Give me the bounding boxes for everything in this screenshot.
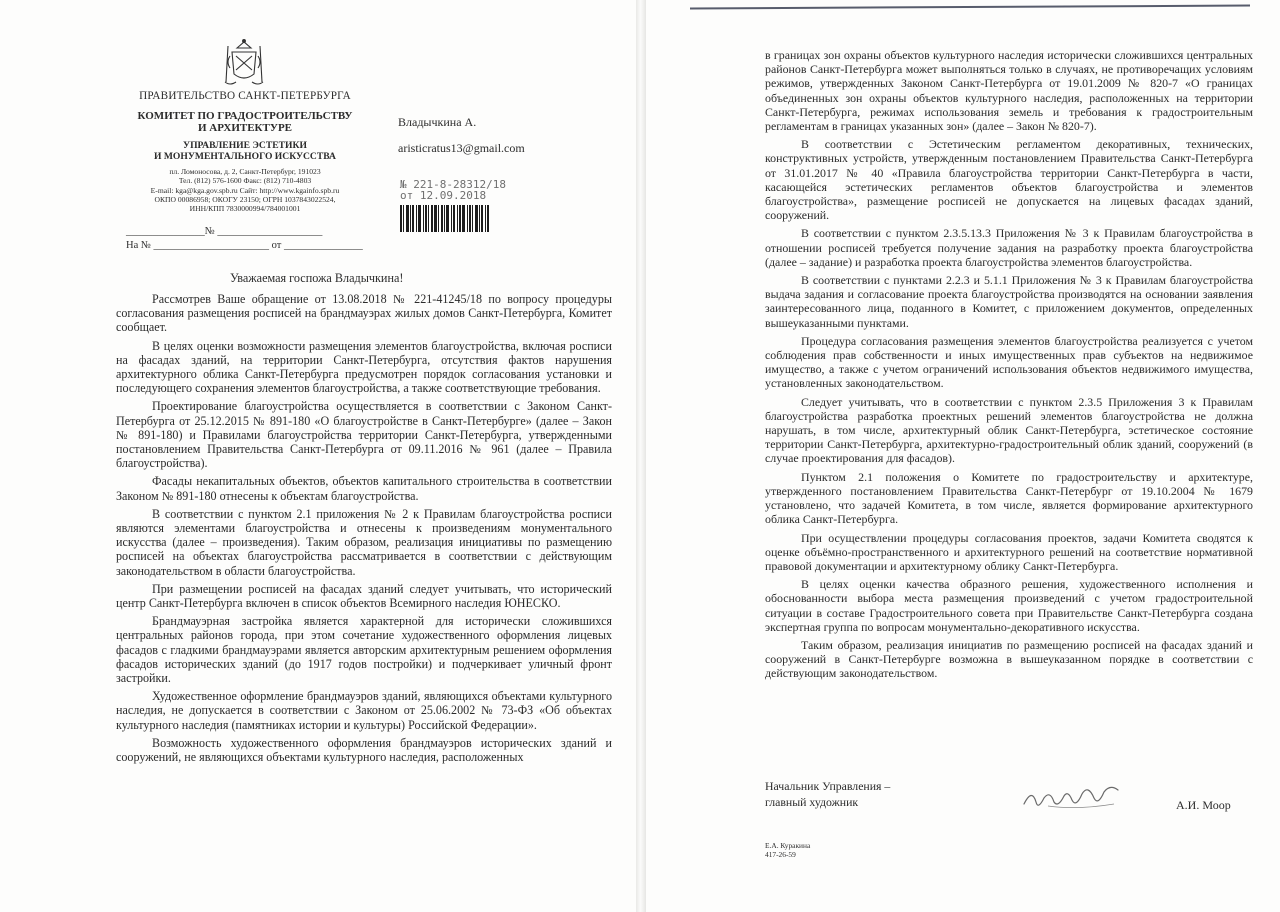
outgoing-number-line: _______________№ ____________________ — [126, 226, 323, 237]
paragraph: Проектирование благоустройства осуществляется в соответствии с Законом Санкт-Петербурга от 25.12.2015 № 891-180 «О благоустройстве в Санкт-Петербурге» (далее – Закон № 891-180) и Правилами благоустройства территории Санкт-Петербурга, утвержденными постановлением Правительства Санкт-Петербурга от 09.11.2016 № 961 (далее – Правила благоустройства). — [116, 399, 612, 471]
executor-name: Е.А. Куракина — [765, 841, 811, 850]
paragraph: Фасады некапитальных объектов, объектов капитального строительства в соответствии Законом № 891-180 отнесены к объектам благоустройства. — [116, 474, 612, 503]
tax-codes-line: ИНН/КПП 7830000994/784001001 — [189, 204, 301, 214]
paragraph: Рассмотрев Ваше обращение от 13.08.2018 № 221-41245/18 по вопросу процедуры согласования размещения росписей на брандмауэрах жилых домов Санкт-Петербурга, Комитет сообщает. — [116, 292, 612, 335]
barcode — [400, 205, 492, 232]
registry-codes-line: ОКПО 00086958; ОКОГУ 23150; ОГРН 1037843022524, — [154, 194, 336, 204]
contact-block — [110, 167, 380, 213]
recipient-email: aristicratus13@gmail.com — [398, 141, 525, 155]
committee-name-line: КОМИТЕТ ПО ГРАДОСТРОИТЕЛЬСТВУ — [137, 110, 353, 122]
page-gutter — [636, 0, 646, 912]
paragraph: в границах зон охраны объектов культурного наследия исторически сложившихся центральных районов Санкт-Петербурга может выполняться только в случаях, не противоречащих условиям режимов, утвержденных Законом Санкт-Петербурга от 19.01.2009 № 820-7 «О границах объединенных зон охраны объектов культурного наследия, расположенных на территории Санкт-Петербурга, режимах использования земель и требования к градостроительным регламентам в границах указанных зон» (далее – Закон № 820-7). — [765, 48, 1253, 134]
paragraph: В соответствии с пунктом 2.1 приложения № 2 к Правилам благоустройства росписи являются элементами благоустройства и отнесены к произведениям монументального искусства (далее – произведения). Таким образом, реализация инициативы по размещению росписей на объектах благоустройства рассматривается в соответствии с действующим законодательством в области благоустройства. — [116, 506, 612, 578]
paragraph: В соответствии с Эстетическим регламентом декоративных, технических, конструктивных устройств, утвержденным постановлением Правительства Санкт-Петербурга от 31.01.2017 № 40 «Правила благоустройства территории Санкт-Петербурга в части, касающейся эстетических регламентов объектов благоустройства и элементов благоустройства», размещение росписей не допускается на лицевых фасадах зданий, сооружений. — [765, 137, 1253, 223]
handwritten-signature — [1018, 780, 1128, 816]
registration-stamp — [400, 179, 506, 201]
paragraph: В целях оценки качества образного решения, художественного исполнения и обоснованности выбора места размещения произведений с учетом градостроительной ситуации в составе Градостроительного совета при Правительстве Санкт-Петербурга создана экспертная группа по вопросам монументально-декоративного искусства. — [765, 577, 1253, 634]
paragraph: Брандмауэрная застройка является характерной для исторически сложившихся центральных районов города, при этом сочетание художественного оформления лицевых фасадов с гладкими брандмауэрами является авторским архитектурным решением оформления фасадов исторических зданий (до 1917 годов постройки) и подчеркивает уличный фронт застройки. — [116, 614, 612, 686]
executor-phone: 417-26-59 — [765, 850, 796, 859]
registration-number: № 221-8-28312/18 — [400, 178, 506, 191]
letter-body-right — [765, 48, 1253, 685]
paragraph: В соответствии с пунктами 2.2.3 и 5.1.1 Приложения № 3 к Правилам благоустройства выдача задания и согласование проекта благоустройства производятся на основании заявления заинтересованного лица, поданного в Комитет, с приложением документов, определенных вышеуказанными пунктами. — [765, 273, 1253, 330]
government-name: ПРАВИТЕЛЬСТВО САНКТ-ПЕТЕРБУРГА — [139, 90, 351, 102]
coat-of-arms-icon — [222, 38, 266, 88]
department-name-line: УПРАВЛЕНИЕ ЭСТЕТИКИ — [183, 140, 307, 151]
recipient-name: Владычкина А. — [398, 115, 477, 129]
reference-number-line: На № ______________________ от _______________ — [126, 240, 363, 251]
signatory-title-line: Начальник Управления – — [765, 779, 891, 793]
department-name-line: И МОНУМЕНТАЛЬНОГО ИСКУССТВА — [154, 151, 336, 162]
paragraph: В соответствии с пунктом 2.3.5.13.3 Приложения № 3 к Правилам благоустройства в отношении росписей требуется получение задания на разработку проекта благоустройства (далее – задание) и разработка проекта благоустройства элементов благоустройства. — [765, 226, 1253, 269]
signatory-title-line: главный художник — [765, 795, 859, 809]
letter-body-left — [116, 292, 612, 768]
paragraph: При размещении росписей на фасадах зданий следует учитывать, что исторический центр Санкт-Петербурга включен в список объектов Всемирного наследия ЮНЕСКО. — [116, 581, 612, 611]
paragraph: В целях оценки возможности размещения элементов благоустройства, включая росписи на фасадах зданий, на территории Санкт-Петербурга, отсутствия фактов нарушения архитектурного облика Санкт-Петербурга предусмотрен порядок согласования установки и последующего сохранения элементов благоустройства, а также соответствующие требования. — [116, 338, 612, 396]
paragraph: Пунктом 2.1 положения о Комитете по градостроительству и архитектуре, утвержденного постановлением Правительства Санкт-Петербург от 19.10.2004 № 1679 установлено, что задачей Комитета, в том числе, является формирование архитектурного облика Санкт-Петербурга. — [765, 469, 1253, 527]
paragraph: При осуществлении процедуры согласования проектов, задачи Комитета сводятся к оценке объёмно-пространственного и архитектурного решений на соответствие нормативной правовой документации и архитектурному облику Санкт-Петербурга. — [765, 530, 1253, 573]
greeting: Уважаемая госпожа Владычкина! — [230, 271, 404, 285]
paragraph: Процедура согласования размещения элементов благоустройства реализуется с учетом соблюдения прав собственности и иных имущественных прав субъектов на недвижимое имущество, а также с учетом ограничений использования объектов недвижимого имущества, установленных законодательством. — [765, 333, 1253, 391]
signatory-title — [765, 778, 890, 810]
signatory-name: А.И. Моор — [1176, 798, 1231, 812]
address-line: пл. Ломоносова, д. 2, Санкт-Петербург, 191023 — [169, 167, 321, 176]
paragraph: Художественное оформление брандмауэров зданий, являющихся объектами культурного наследия, не допускается в соответствии с Законом от 25.06.2002 № 73-ФЗ «Об объектах культурного наследия (памятниках истории и культуры) Российской Федерации». — [116, 689, 612, 732]
department-name — [110, 140, 380, 162]
committee-name — [110, 110, 380, 134]
email-site-line: E-mail: kga@kga.gov.spb.ru Сайт: http://www.kgainfo.spb.ru — [150, 185, 340, 195]
phone-fax-line: Тел. (812) 576-1600 Факс: (812) 710-4803 — [178, 176, 312, 186]
registration-date: от 12.09.2018 — [400, 189, 487, 202]
committee-name-line: И АРХИТЕКТУРЕ — [198, 122, 292, 134]
paragraph: Возможность художественного оформления брандмауэров исторических зданий и сооружений, не являющихся объектами культурного наследия, расположенных — [116, 735, 612, 765]
paragraph: Следует учитывать, что в соответствии с пунктом 2.3.5 Приложения 3 к Правилам благоустройства разработка проектных решений элементов благоустройства не должна нарушать, в том числе, архитектурный облик Санкт-Петербурга, эстетическое состояние территории Санкт-Петербурга, архитектурно-градостроительный облик зданий, сооружений (в случае проектирования для фасадов). — [765, 394, 1253, 466]
executor-info — [765, 841, 810, 859]
paragraph: Таким образом, реализация инициатив по размещению росписей на фасадах зданий и сооружений в Санкт-Петербурге возможна в вышеуказанном порядке в соответствии с действующим законодательством. — [765, 637, 1253, 681]
